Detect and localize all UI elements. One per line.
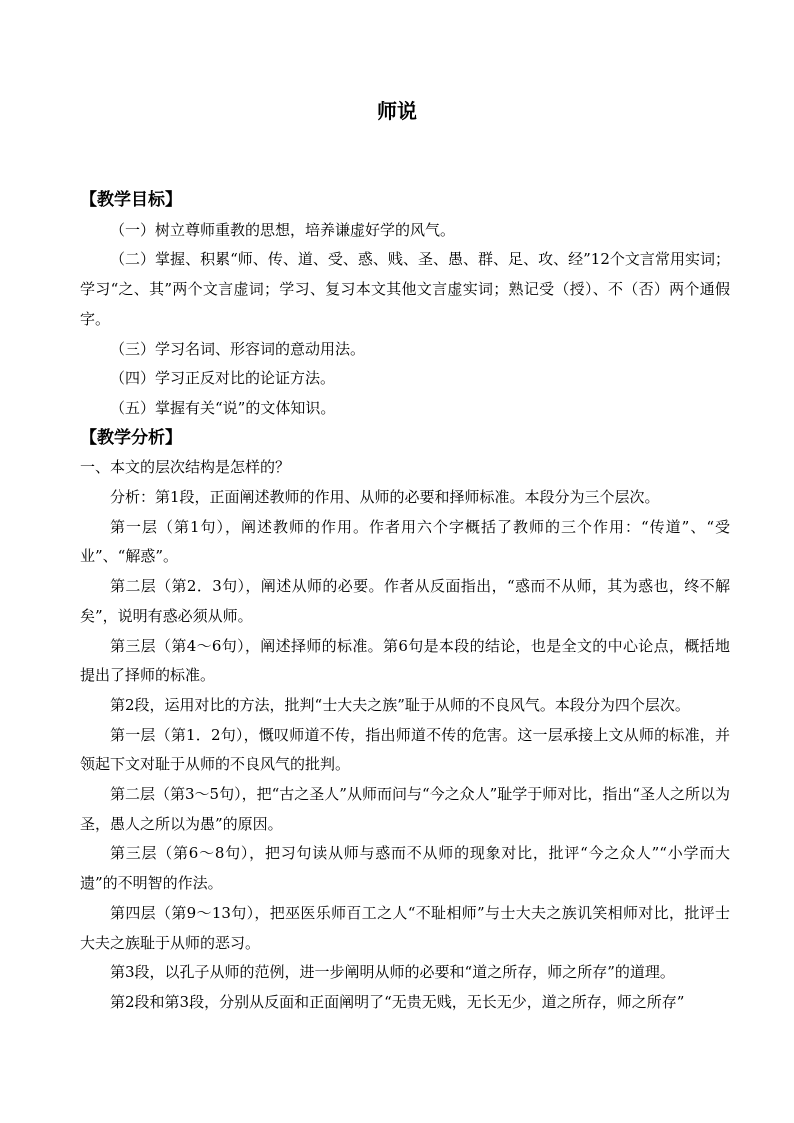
analysis-paragraph: 分析：第1段，正面阐述教师的作用、从师的必要和择师标准。本段分为三个层次。	[110, 488, 660, 506]
goal-paragraph: （五）掌握有关“说”的文体知识。	[110, 398, 336, 417]
goal-paragraph: （三）学习名词、形容词的意动用法。	[110, 339, 366, 358]
analysis-question: 一、本文的层次结构是怎样的？	[80, 458, 291, 477]
goal-paragraph: （四）学习正反对比的论证方法。	[110, 369, 336, 388]
analysis-paragraph: 第三层（第4～6句），阐述择师的标准。第6句是本段的结论，也是全文的中心论点，概括地提出了择师的标准。	[80, 636, 730, 685]
section-heading-teaching-analysis: 【教学分析】	[80, 427, 182, 448]
goal-paragraph: （一）树立尊师重教的思想，培养谦虚好学的风气。	[110, 220, 456, 239]
section-heading-teaching-goals: 【教学目标】	[80, 190, 182, 210]
analysis-paragraph: 第四层（第9～13句），把巫医乐师百工之人“不耻相师”与士大夫之族讥笑相师对比，批评士大夫之族耻于从师的恶习。	[80, 903, 730, 952]
goal-paragraph: （二）掌握、积累“师、传、道、受、惑、贱、圣、愚、群、足、攻、经”12个文言常用实词；学习“之、其”两个文言虚词；学习、复习本文其他文言虚实词；熟记受（授）、不（否）两个通假字。	[80, 250, 730, 328]
analysis-paragraph: 第2段和第3段，分别从反面和正面阐明了“无贵无贱，无长无少，道之所存，师之所存”	[110, 992, 685, 1011]
analysis-paragraph: 第三层（第6～8句），把习句读从师与惑而不从师的现象对比，批评“今之众人”“小学而大遗”的不明智的作法。	[80, 844, 730, 893]
analysis-paragraph: 第二层（第3～5句），把“古之圣人”从师而问与“今之众人”耻学于师对比，指出“圣人之所以为圣，愚人之所以为愚”的原因。	[80, 785, 730, 833]
document-body	[80, 186, 730, 1018]
analysis-paragraph: 第二层（第2．3句），阐述从师的必要。作者从反面指出，“惑而不从师，其为惑也，终不解矣”，说明有惑必须从师。	[80, 577, 730, 625]
analysis-paragraph: 第3段，以孔子从师的范例，进一步阐明从师的必要和“道之所存，师之所存”的道理。	[110, 963, 675, 982]
analysis-paragraph: 第一层（第1．2句），慨叹师道不传，指出师道不传的危害。这一层承接上文从师的标准，并领起下文对耻于从师的不良风气的批判。	[80, 725, 730, 774]
analysis-paragraph: 第一层（第1句），阐述教师的作用。作者用六个字概括了教师的三个作用：“传道”、“受业”、“解惑”。	[80, 517, 730, 566]
analysis-paragraph: 第2段，运用对比的方法，批判“士大夫之族”耻于从师的不良风气。本段分为四个层次。	[110, 695, 690, 714]
page-title: 师说	[377, 99, 417, 123]
